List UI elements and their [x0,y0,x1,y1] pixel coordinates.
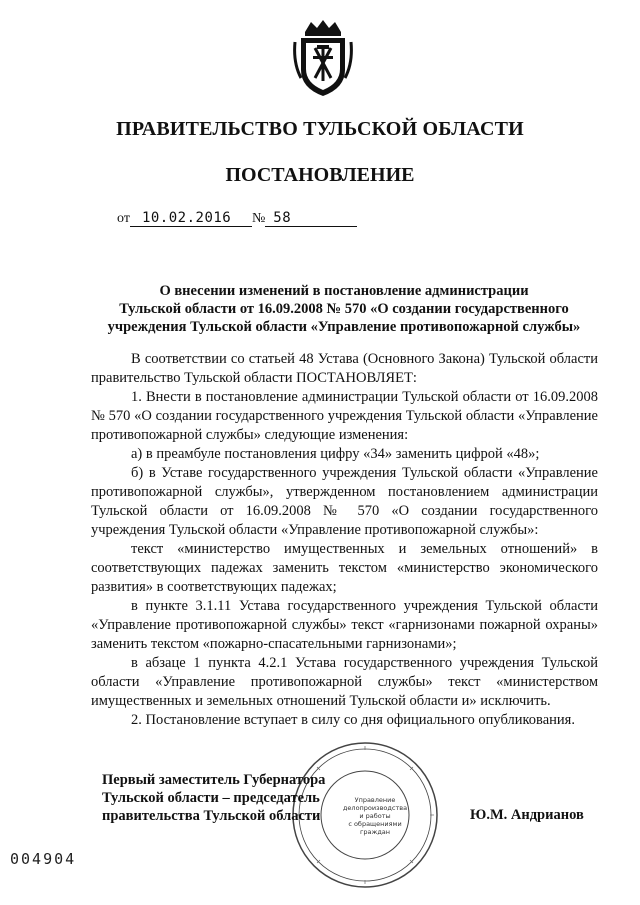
government-title: ПРАВИТЕЛЬСТВО ТУЛЬСКОЙ ОБЛАСТИ [116,118,524,140]
stamp-line: Управление [354,796,396,804]
subject-line: учреждения Тульской области «Управление противопожарной службы» [107,319,581,335]
stamp-text [336,796,414,836]
document-subject [90,282,598,336]
body-paragraph: 2. Постановление вступает в силу со дня официального опубликования. [131,712,575,728]
date-number-line [117,210,357,227]
subject-line: О внесении изменений в постановление администрации [159,283,529,299]
document-date: 10.02.2016 [130,211,252,227]
document-type: ПОСТАНОВЛЕНИЕ [225,164,415,186]
body-paragraph: б) в Уставе государственного учреждения Тульской области «Управление противопожарной службы», утвержденном постановлением администрации Тульской области от 16.09.2008 № 570 «О создании государственного учреждения Тульской области «Управление противопожарной службы»: [91,465,598,538]
body-paragraph: 1. Внести в постановление администрации Тульской области от 16.09.2008 № 570 «О создании государственного учреждения Тульской области «Управление противопожарной службы» следующие изменения: [91,389,598,443]
body-paragraph: а) в преамбуле постановления цифру «34» заменить цифрой «48»; [131,446,540,462]
stamp-line: граждан [359,828,391,836]
body-paragraph: в пункте 3.1.11 Устава государственного учреждения Тульской области «Управление противопожарной службы» текст «гарнизонами пожарной охраны» заменить текстом «пожарно-спасательными гарнизонами»; [91,598,598,652]
position-line: Первый заместитель Губернатора [102,772,326,788]
body-paragraph: текст «министерство имущественных и земельных отношений» в соответствующих падежах заменить текстом «министерство экономического развития» в соответствующих падежах; [91,541,598,595]
document-body [91,350,598,730]
stamp-line: и работы [359,812,391,820]
registration-number: 004904 [10,850,77,868]
body-paragraph: в абзаце 1 пункта 4.2.1 Устава государственного учреждения Тульской области «Управление противопожарной службы» текст «министерством имущественных и земельных отношений Тульской области и» исключить. [91,655,598,709]
number-label: № [251,211,266,226]
from-label: от [117,211,130,226]
stamp-line: с обращениями [348,820,402,828]
position-line: правительства Тульской области [102,808,321,824]
body-paragraph: В соответствии со статьей 48 Устава (Основного Закона) Тульской области правительство Тульской области ПОСТАНОВЛЯЕТ: [91,351,598,386]
stamp-line: делопроизводства [342,804,408,812]
signatory-name: Ю.М. Андрианов [470,807,584,823]
tula-coat-of-arms-icon [293,18,353,98]
document-number: 58 [265,211,357,227]
subject-line: Тульской области от 16.09.2008 № 570 «О создании государственного [119,301,569,317]
position-line: Тульской области – председатель [102,790,320,806]
signatory-position [102,771,325,825]
